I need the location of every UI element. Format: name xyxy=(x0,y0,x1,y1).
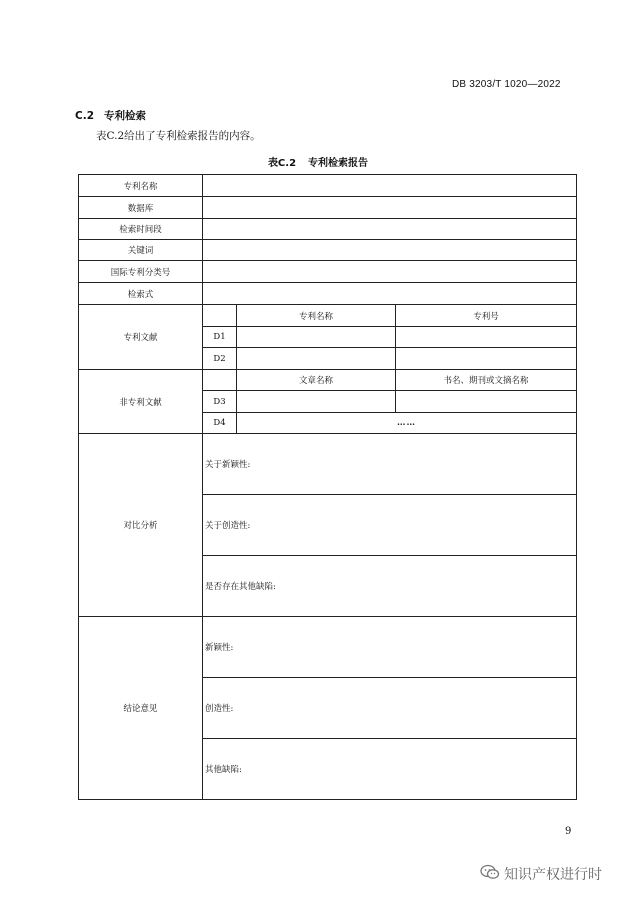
comparison-inventiveness: 关于创造性: xyxy=(203,495,577,556)
col-patent-number: 专利号 xyxy=(396,305,577,327)
label-query: 检索式 xyxy=(79,283,203,305)
conclusion-novelty: 新颖性: xyxy=(203,617,577,678)
conclusion-other-defects: 其他缺陷: xyxy=(203,739,577,800)
page-number: 9 xyxy=(565,826,572,837)
d2-patent-name xyxy=(237,348,396,370)
value-ipc xyxy=(203,261,577,283)
section-number: C.2 xyxy=(75,110,95,122)
nonpatent-docs-index-header xyxy=(203,370,237,391)
patent-search-report-table xyxy=(78,174,577,800)
label-database: 数据库 xyxy=(79,197,203,219)
label-ipc: 国际专利分类号 xyxy=(79,261,203,283)
value-database xyxy=(203,197,577,219)
row-index-d3: D3 xyxy=(203,391,237,413)
value-search-period xyxy=(203,219,577,240)
col-patent-name: 专利名称 xyxy=(237,305,396,327)
col-article-name: 文章名称 xyxy=(237,370,396,391)
d3-publication-source xyxy=(396,391,577,413)
d3-article-name xyxy=(237,391,396,413)
wechat-icon xyxy=(480,864,504,884)
conclusion-inventiveness: 创造性: xyxy=(203,678,577,739)
row-index-d4: D4 xyxy=(203,413,237,434)
label-nonpatent-docs: 非专利文献 xyxy=(79,370,203,434)
value-query xyxy=(203,283,577,305)
col-publication-source: 书名、期刊或文摘名称 xyxy=(396,370,577,391)
table-number: 表C.2 xyxy=(267,158,297,169)
label-keywords: 关键词 xyxy=(79,240,203,261)
document-code: DB 3203/T 1020—2022 xyxy=(452,79,561,90)
d1-patent-number xyxy=(396,327,577,348)
table-title-text: 专利检索报告 xyxy=(308,158,369,169)
label-patent-name: 专利名称 xyxy=(79,175,203,197)
d2-patent-number xyxy=(396,348,577,370)
row-index-d1: D1 xyxy=(203,327,237,348)
watermark xyxy=(480,864,602,884)
comparison-novelty: 关于新颖性: xyxy=(203,434,577,495)
section-title: 专利检索 xyxy=(104,110,147,122)
label-patent-docs: 专利文献 xyxy=(79,305,203,370)
intro-paragraph: 表C.2给出了专利检索报告的内容。 xyxy=(96,130,261,142)
value-patent-name xyxy=(203,175,577,197)
watermark-text: 知识产权进行时 xyxy=(504,867,602,883)
value-keywords xyxy=(203,240,577,261)
d4-ellipsis: …… xyxy=(237,413,577,434)
row-index-d2: D2 xyxy=(203,348,237,370)
label-comparison: 对比分析 xyxy=(79,434,203,617)
label-search-period: 检索时间段 xyxy=(79,219,203,240)
section-heading xyxy=(75,108,146,123)
patent-docs-index-header xyxy=(203,305,237,327)
comparison-other-defects: 是否存在其他缺陷: xyxy=(203,556,577,617)
table-title xyxy=(0,154,636,169)
label-conclusion: 结论意见 xyxy=(79,617,203,800)
d1-patent-name xyxy=(237,327,396,348)
